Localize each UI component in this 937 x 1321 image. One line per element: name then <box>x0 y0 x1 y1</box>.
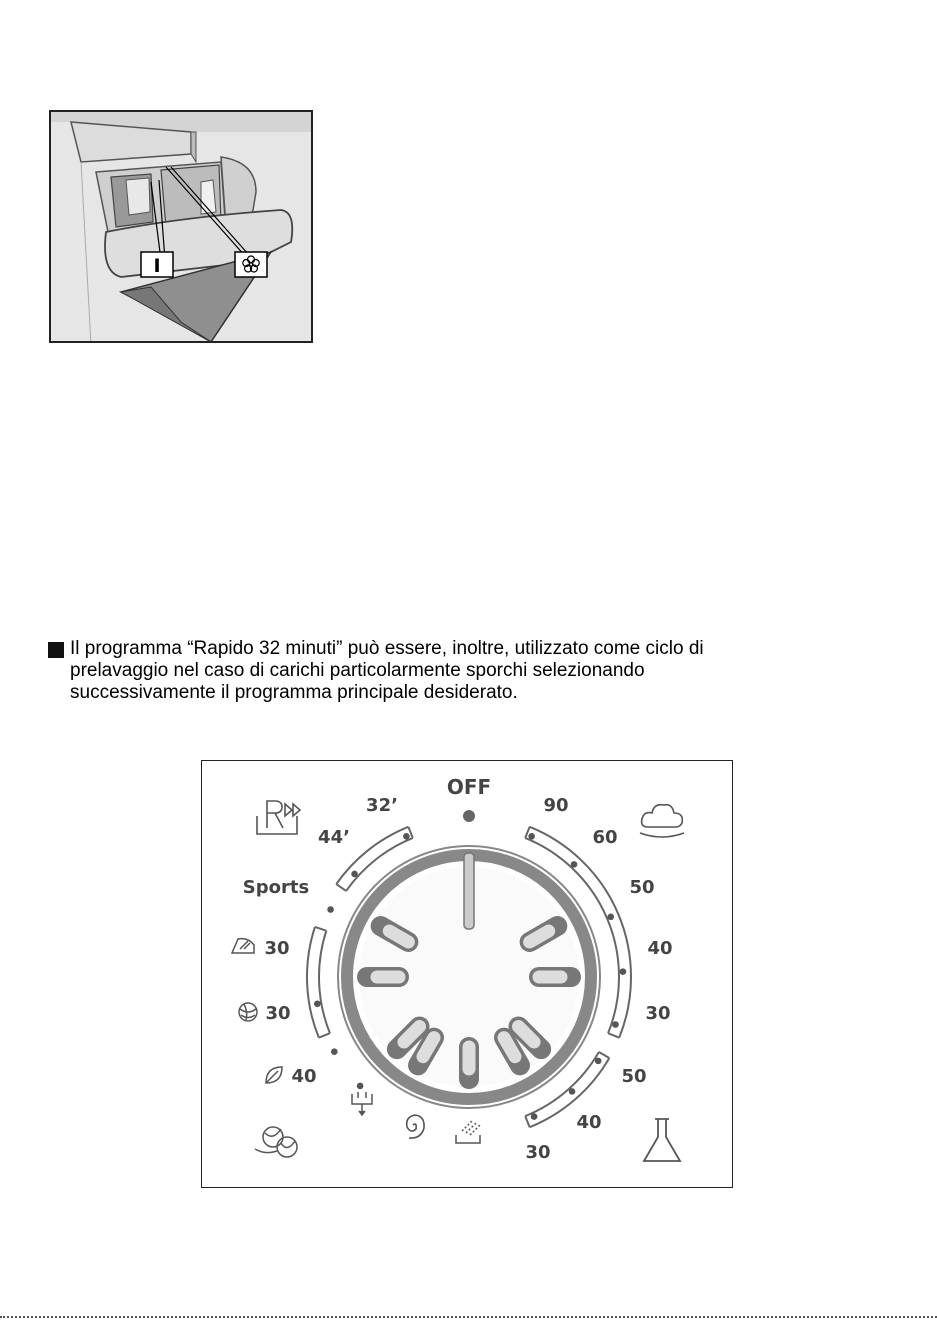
program-position-dot <box>571 861 578 868</box>
program-position-dot <box>612 1021 619 1028</box>
arc-mixed-end <box>599 1052 609 1058</box>
cotton-30-label: 30 <box>645 1003 671 1024</box>
arc-synthetic-end <box>319 1033 330 1037</box>
flask-icon <box>644 1119 680 1161</box>
sports-label: Sports <box>242 877 310 898</box>
rapid-wash-icon <box>257 801 300 834</box>
cotton-60-label: 60 <box>592 827 618 848</box>
spin-icon <box>407 1115 424 1138</box>
program-position-dot <box>327 906 334 913</box>
arc-cotton-end <box>608 1033 619 1037</box>
easy-iron-icon <box>232 939 254 953</box>
bullet-square-icon <box>48 642 64 658</box>
drain-icon <box>352 1092 372 1115</box>
cotton-cloud-icon <box>640 805 684 837</box>
program-selector-dial-figure <box>201 760 733 1188</box>
prewash-compartment-label: I <box>153 255 161 277</box>
delicate-icon <box>266 1067 282 1083</box>
program-position-dot <box>331 1048 338 1055</box>
note-line-3: successivamente il programma principale desiderato. <box>70 682 518 703</box>
hand-wash-yarn-icon <box>255 1127 297 1157</box>
note-line-1: Il programma “Rapido 32 minuti” può essere, inoltre, utilizzato come ciclo di <box>70 638 704 659</box>
rinse-icon <box>456 1121 480 1143</box>
note-line-2: prelavaggio nel caso di carichi particolarmente sporchi selezionando <box>70 660 645 681</box>
arc-synthetic <box>319 931 330 1034</box>
cotton-90-label: 90 <box>543 795 569 816</box>
program-position-dot <box>403 833 410 840</box>
mixed-30-label: 30 <box>525 1142 551 1163</box>
rapid-32-label: 32’ <box>366 795 398 816</box>
delicate-40-label: 40 <box>291 1066 317 1087</box>
program-position-dot <box>620 968 627 975</box>
rapid-program-note <box>48 638 848 704</box>
arc-synthetic <box>307 927 319 1038</box>
program-position-dot <box>595 1058 602 1065</box>
dial-pointer <box>464 853 474 929</box>
wool-icon <box>239 1003 257 1021</box>
arc-rapid-end <box>336 884 346 891</box>
off-label: OFF <box>446 775 492 799</box>
arc-synthetic-end <box>315 927 326 931</box>
program-position-dot <box>569 1088 576 1095</box>
wool-30-label: 30 <box>265 1003 291 1024</box>
synthetic-30-label: 30 <box>264 938 290 959</box>
mixed-50-label: 50 <box>621 1066 647 1087</box>
program-position-dot <box>528 833 535 840</box>
cotton-50-label: 50 <box>629 877 655 898</box>
program-position-dot <box>607 914 614 921</box>
program-position-dot <box>357 1083 364 1090</box>
page-bottom-rule <box>0 1316 937 1318</box>
rapid-44-label: 44’ <box>318 827 350 848</box>
program-position-dot <box>351 871 358 878</box>
off-dot <box>463 810 475 822</box>
dispenser-drawer-figure <box>49 110 313 343</box>
program-position-dot <box>531 1113 538 1120</box>
arc-mixed-end <box>525 1116 529 1127</box>
cotton-40-label: 40 <box>647 938 673 959</box>
mixed-40-label: 40 <box>576 1112 602 1133</box>
program-position-dot <box>314 1000 321 1007</box>
